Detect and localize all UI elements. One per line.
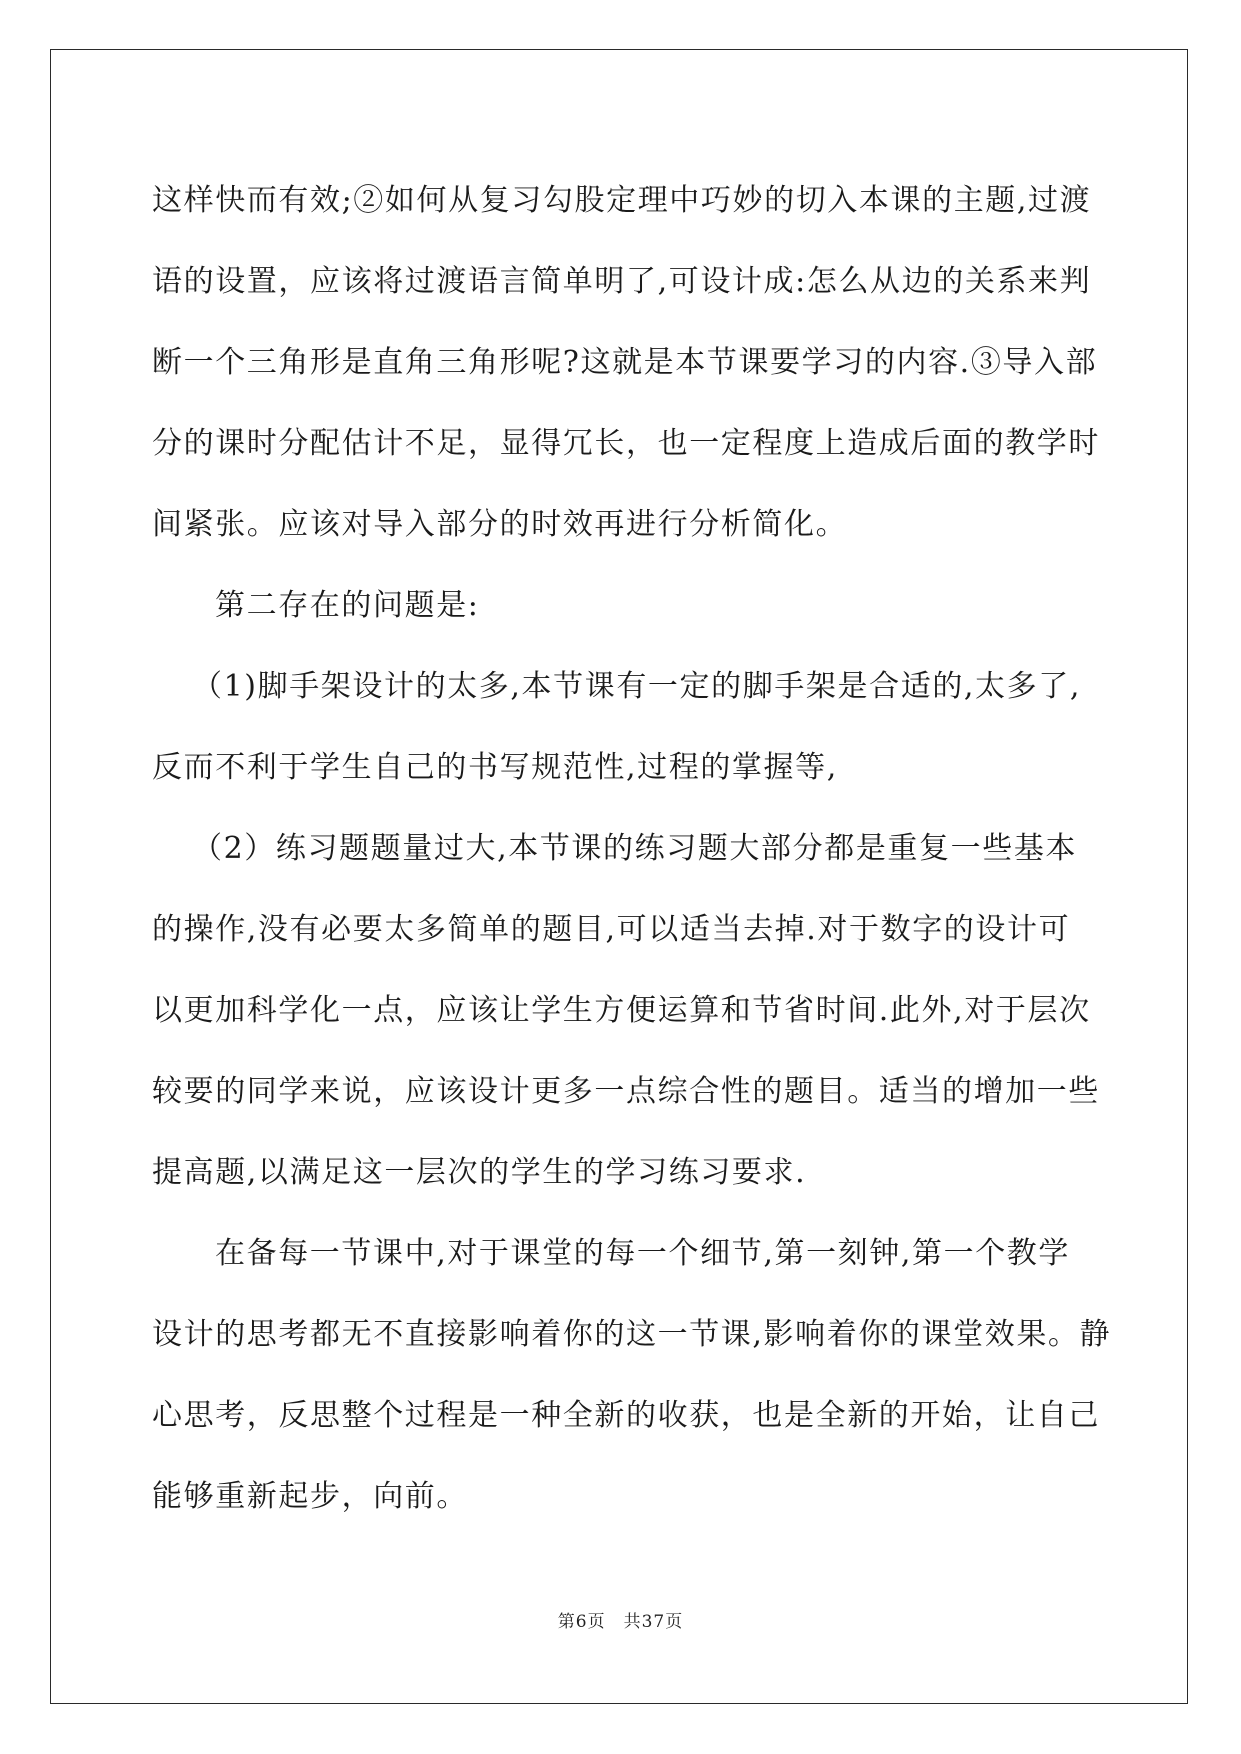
text-line: 第二存在的问题是:: [215, 588, 480, 623]
page-number: 第6页: [557, 1612, 606, 1632]
text-line: 在备每一节课中,对于课堂的每一个细节,第一刻钟,第一个教学: [215, 1236, 1071, 1271]
text-line: 以更加科学化一点，应该让学生方便运算和节省时间.此外,对于层次: [152, 993, 1091, 1028]
text-line: 设计的思考都无不直接影响着你的这一节课,影响着你的课堂效果。静: [152, 1317, 1112, 1352]
text-line: 间紧张。应该对导入部分的时效再进行分析简化。: [152, 507, 848, 542]
text-line: 提高题,以满足这一层次的学生的学习练习要求.: [152, 1155, 807, 1190]
document-body: [152, 160, 1112, 1537]
text-line: 能够重新起步，向前。: [152, 1479, 468, 1514]
text-line: （2）练习题题量过大,本节课的练习题大部分都是重复一些基本: [192, 831, 1078, 866]
text-line: 分的课时分配估计不足，显得冗长，也一定程度上造成后面的教学时: [152, 426, 1100, 461]
text-line: （1)脚手架设计的太多,本节课有一定的脚手架是合适的,太多了,: [192, 669, 1081, 704]
text-line: 这样快而有效;②如何从复习勾股定理中巧妙的切入本课的主题,过渡: [152, 183, 1092, 218]
page-total: 共37页: [623, 1612, 684, 1632]
text-line: 较要的同学来说，应该设计更多一点综合性的题目。适当的增加一些: [152, 1074, 1100, 1109]
page-footer: [0, 1607, 1241, 1632]
text-line: 语的设置，应该将过渡语言简单明了,可设计成:怎么从边的关系来判: [152, 264, 1092, 299]
text-line: 断一个三角形是直角三角形呢?这就是本节课要学习的内容.③导入部: [152, 345, 1098, 380]
text-line: 的操作,没有必要太多简单的题目,可以适当去掉.对于数字的设计可: [152, 912, 1071, 947]
text-line: 反而不利于学生自己的书写规范性,过程的掌握等,: [152, 750, 838, 785]
text-line: 心思考，反思整个过程是一种全新的收获，也是全新的开始，让自己: [152, 1398, 1100, 1433]
